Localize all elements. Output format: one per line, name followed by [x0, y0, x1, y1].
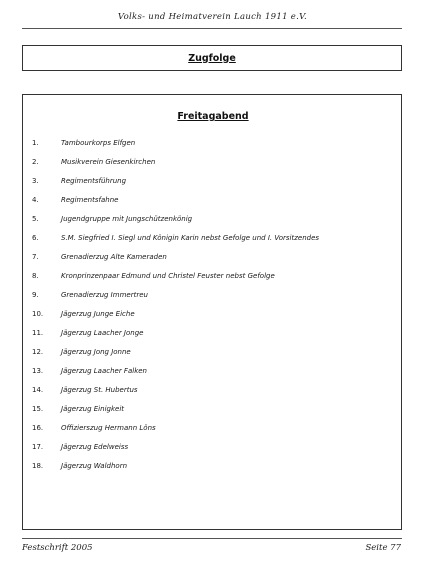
list-item-number: 4.: [32, 196, 39, 204]
list-item: [23, 232, 403, 244]
list-item: [23, 422, 403, 434]
list-item-text: Offizierszug Hermann Löns: [61, 424, 156, 432]
list-item-number: 14.: [32, 386, 44, 394]
page-title: Zugfolge: [188, 52, 236, 64]
list-item-number: 8.: [32, 272, 39, 280]
list-item-number: 15.: [32, 405, 44, 413]
list-item-text: Grenadierzug Immertreu: [61, 291, 148, 299]
list-item-number: 13.: [32, 367, 44, 375]
list-item-number: 17.: [32, 443, 44, 451]
list-item: [23, 289, 403, 301]
list-item-number: 16.: [32, 424, 44, 432]
list-item-number: 12.: [32, 348, 44, 356]
list-item-number: 9.: [32, 291, 39, 299]
list-item: [23, 213, 403, 225]
list-item: [23, 460, 403, 472]
footer-publication: Festschrift 2005: [22, 543, 93, 553]
footer-page-number: Seite 77: [365, 543, 401, 553]
list-item-text: Jägerzug Laacher Jonge: [61, 329, 144, 337]
list-item: [23, 308, 403, 320]
list-item: [23, 384, 403, 396]
header-divider: [22, 28, 402, 29]
list-item-number: 3.: [32, 177, 39, 185]
list-item-number: 10.: [32, 310, 44, 318]
list-item: [23, 365, 403, 377]
list-item: [23, 156, 403, 168]
list-item-text: Jägerzug Laacher Falken: [61, 367, 147, 375]
list-item-number: 5.: [32, 215, 39, 223]
list-item-number: 11.: [32, 329, 44, 337]
list-item-text: Musikverein Giesenkirchen: [61, 158, 156, 166]
list-item-number: 18.: [32, 462, 44, 470]
list-item-text: Jägerzug St. Hubertus: [61, 386, 138, 394]
list-item-text: Jägerzug Einigkeit: [61, 405, 125, 413]
list-item: [23, 270, 403, 282]
list-item-text: Kronprinzenpaar Edmund und Christel Feuster nebst Gefolge: [61, 272, 275, 280]
list-item-text: Tambourkorps Elfgen: [61, 139, 136, 147]
list-item-text: Jägerzug Jong Jonne: [61, 348, 131, 356]
list-item-number: 7.: [32, 253, 39, 261]
list-item-number: 1.: [32, 139, 39, 147]
section-heading: Freitagabend: [177, 111, 249, 122]
list-item-text: Jägerzug Edelweiss: [61, 443, 129, 451]
content-box: [22, 94, 402, 530]
list-item: [23, 251, 403, 263]
list-item-text: S.M. Siegfried I. Siegl und Königin Karin nebst Gefolge und I. Vorsitzendes: [61, 234, 320, 242]
list-item: [23, 137, 403, 149]
list-item: [23, 403, 403, 415]
list-item-number: 6.: [32, 234, 39, 242]
list-item-text: Jägerzug Junge Eiche: [61, 310, 135, 318]
list-item: [23, 327, 403, 339]
list-item-text: Jugendgruppe mit Jungschützenkönig: [61, 215, 193, 223]
list-item-number: 2.: [32, 158, 39, 166]
list-item-text: Jägerzug Waldhorn: [61, 462, 128, 470]
title-box: [22, 45, 402, 71]
list-item: [23, 441, 403, 453]
list-item: [23, 194, 403, 206]
list-item: [23, 346, 403, 358]
list-item-text: Regimentsfahne: [61, 196, 119, 204]
list-item-text: Grenadierzug Alte Kameraden: [61, 253, 167, 261]
footer-divider: [22, 538, 402, 539]
list-item-text: Regimentsführung: [61, 177, 127, 185]
list-item: [23, 175, 403, 187]
page-header: Volks- und Heimatverein Lauch 1911 e.V.: [117, 12, 308, 22]
